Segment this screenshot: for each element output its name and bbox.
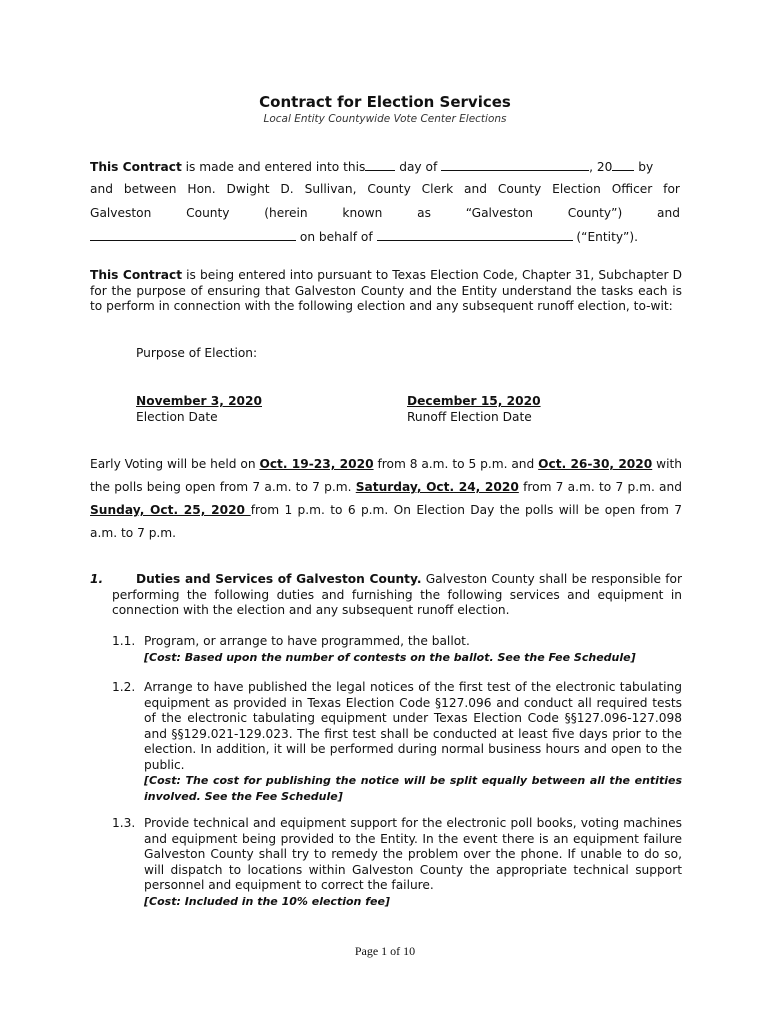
intro-line-2-word: and — [90, 182, 113, 196]
section-1-text: Galveston County shall be responsible for performing the following duties and furnishing the following services and equipment in connection with the election and any subsequent runoff election. — [112, 572, 682, 617]
early-voting-date-4: Sunday, Oct. 25, 2020 — [90, 503, 251, 517]
intro-line-3 — [90, 206, 680, 220]
early-voting-text-4: from 7 a.m. to 7 p.m. and — [518, 480, 682, 494]
intro-line-2-word: County — [497, 182, 542, 196]
intro-line-3-word: and — [657, 206, 680, 220]
intro-text-c: , 20 — [589, 160, 613, 174]
section-1-heading: Duties and Services of Galveston County. — [136, 572, 422, 586]
early-voting-text-2: from 8 a.m. to 5 p.m. and — [373, 457, 539, 471]
document-title: Contract for Election Services — [259, 93, 511, 111]
election-date-value: November 3, 2020 — [136, 394, 262, 408]
item-1-2-number: 1.2. — [112, 680, 136, 694]
intro-lead: This Contract — [90, 160, 182, 174]
intro-line-2-word: D. — [280, 182, 294, 196]
early-voting-text-3: with the polls being open from 7 a.m. to 7 p.m. — [90, 457, 682, 494]
purpose-of-election-label: Purpose of Election: — [136, 346, 258, 360]
item-1-3-number: 1.3. — [112, 816, 136, 830]
intro-line-3-word: (herein — [264, 206, 308, 220]
intro-line-2-word: Clerk — [421, 182, 454, 196]
intro-line-2-word: County — [367, 182, 411, 196]
intro-line-2 — [90, 182, 680, 196]
intro-line-2-word: and — [464, 182, 487, 196]
contractor-blank[interactable] — [90, 229, 296, 241]
intro-line-3-word: “Galveston — [465, 206, 533, 220]
intro-line4-end: (“Entity”). — [572, 230, 638, 244]
entity-blank[interactable] — [377, 229, 573, 241]
year-blank[interactable] — [612, 159, 634, 171]
intro-line-2-word: Election — [552, 182, 601, 196]
intro-line-2-word: Hon. — [187, 182, 216, 196]
runoff-date-label: Runoff Election Date — [407, 410, 532, 424]
item-1-2-text: Arrange to have published the legal notices of the first test of the electronic tabulating equipment as provided in Texas Election Code §127.096 and conduct all required tests of the electronic tabulating equipment under Texas Election Code §§127.096-127.098 and §§129.021-129.023. The first test shall be conducted at least five days prior to the election. In addition, it will be performed during normal business hours and open to the public. — [144, 680, 682, 772]
section-1-number: 1. — [90, 572, 104, 586]
intro-line-2-word: between — [123, 182, 177, 196]
early-voting-paragraph — [90, 453, 682, 545]
intro-text-b: day of — [395, 160, 442, 174]
purpose-lead: This Contract — [90, 268, 183, 282]
item-1-2 — [144, 680, 682, 804]
item-1-1-number: 1.1. — [112, 634, 136, 648]
intro-line-3-word: as — [417, 206, 431, 220]
intro-line-3-word: County”) — [567, 206, 623, 220]
intro-text-d: by — [634, 160, 654, 174]
item-1-3-cost: [Cost: Included in the 10% election fee] — [144, 894, 390, 908]
item-1-1-text: Program, or arrange to have programmed, the ballot. — [144, 634, 470, 648]
intro-line-2-word: Dwight — [226, 182, 270, 196]
section-1-paragraph — [112, 572, 682, 619]
month-blank[interactable] — [441, 159, 589, 171]
intro-line-2-word: for — [663, 182, 680, 196]
purpose-paragraph — [90, 268, 682, 315]
intro-line-2-word: Sullivan, — [304, 182, 357, 196]
day-blank[interactable] — [365, 159, 395, 171]
page-footer: Page 1 of 10 — [354, 944, 416, 958]
intro-line-1 — [90, 159, 680, 174]
early-voting-text-5: from 1 p.m. to 6 p.m. On Election Day the polls will be open from 7 a.m. to 7 p.m. — [90, 503, 682, 540]
early-voting-date-1: Oct. 19-23, 2020 — [259, 457, 374, 471]
document-subtitle: Local Entity Countywide Vote Center Elections — [263, 113, 507, 125]
intro-line-3-word: Galveston — [90, 206, 152, 220]
item-1-3-text: Provide technical and equipment support for the electronic poll books, voting machines and equipment being provided to the Entity. In the event there is an equipment failure Galveston County shall try to remedy the problem over the phone. If unable to do so, will dispatch to locations within Galveston County the appropriate technical support personnel and equipment to correct the failure. — [144, 816, 682, 892]
runoff-date-value: December 15, 2020 — [407, 394, 541, 408]
item-1-2-cost: [Cost: The cost for publishing the notice will be split equally between all the entities involved. See the Fee Schedule] — [144, 774, 682, 803]
election-date-label: Election Date — [136, 410, 218, 424]
intro-line-3-word: known — [342, 206, 383, 220]
early-voting-date-2: Oct. 26-30, 2020 — [538, 457, 653, 471]
item-1-1 — [144, 634, 682, 665]
intro-line-4 — [90, 229, 680, 244]
item-1-3 — [144, 816, 682, 909]
early-voting-date-3: Saturday, Oct. 24, 2020 — [355, 480, 519, 494]
intro-line-2-word: Officer — [611, 182, 653, 196]
early-voting-text-1: Early Voting will be held on — [90, 457, 260, 471]
intro-text-a: is made and entered into this — [181, 160, 366, 174]
intro-line4-mid: on behalf of — [296, 230, 377, 244]
purpose-text: is being entered into pursuant to Texas Election Code, Chapter 31, Subchapter D for the purpose of ensuring that Galveston County and the Entity understand the tasks each is to perform in connection with the following election and any subsequent runoff election, to-wit: — [90, 268, 682, 313]
intro-line-3-word: County — [186, 206, 230, 220]
item-1-1-cost: [Cost: Based upon the number of contests on the ballot. See the Fee Schedule] — [144, 650, 636, 664]
